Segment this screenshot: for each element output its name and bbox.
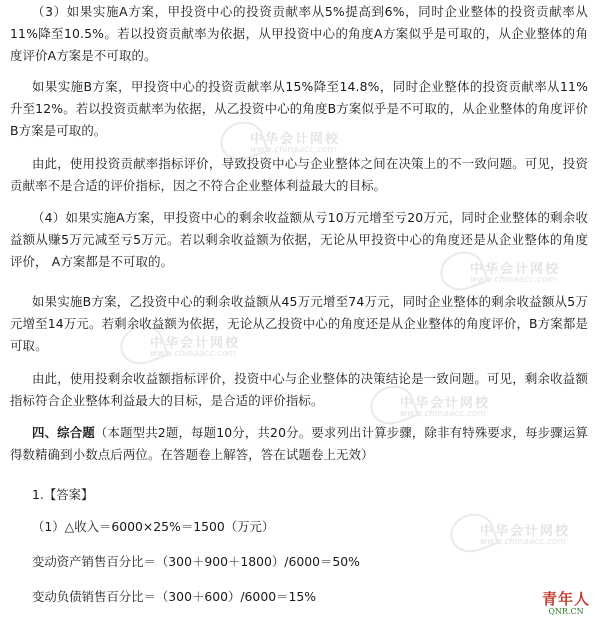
section-comprehensive: [10, 422, 588, 466]
answer-line-3: 变动负债销售百分比＝（300＋600）/6000＝15%: [32, 589, 317, 604]
site-logo: 青年人 QNR.CN: [541, 590, 590, 616]
watermark: 中华会计网校 www.chinaacc.com: [150, 332, 240, 359]
watermark: 中华会计网校 www.chinaacc.com: [400, 392, 490, 419]
answer-heading: 1.【答案】: [32, 487, 94, 502]
section-title: 四、综合题: [32, 425, 95, 440]
answer-line-2: 变动资产销售百分比＝（300＋900＋1800）/6000＝50%: [32, 554, 360, 569]
paragraph-4: （4）如果实施A方案，甲投资中心的剩余收益额从亏10万元增至亏20万元，同时企业整体的剩余收益额从赚5万元减至亏5万元。若以剩余收益额为依据，无论从甲投资中心的角度还是从企业整体的角度评价， A方案都是不可取的。: [10, 210, 588, 269]
paragraph-conclusion-residual: 由此，使用投剩余收益额指标评价，投资中心与企业整体的决策结论是一致问题。可见，剩余收益额指标符合企业整体利益最大的目标，是合适的评价指标。: [10, 371, 588, 408]
section-instructions: （本题型共2题，每题10分，共20分。要求列出计算步骤，除非有特殊要求，每步骤运算得数精确到小数点后两位。在答题卷上解答，答在试题卷上无效）: [10, 425, 588, 462]
watermark: 中华会计网校 www.chinaacc.com: [480, 520, 570, 547]
watermark: 中华会计网校 www.chinaacc.com: [470, 258, 560, 285]
watermark: 中华会计网校 www.chinaacc.com: [250, 128, 340, 155]
paragraph-3: （3）如果实施A方案，甲投资中心的投资贡献率从5%提高到6%，同时企业整体的投资贡献率从11%降至10.5%。若以投资贡献率为依据，从甲投资中心的角度A方案似乎是可取的，从企业整体的角度评价A方案是不可取的。: [10, 4, 588, 63]
paragraph-b-plan-residual: 如果实施B方案，乙投资中心的剩余收益额从45万元增至74万元，同时企业整体的剩余收益额从5万元增至14万元。若剩余收益额为依据，无论从乙投资中心的角度还是从企业整体的角度评价，B方案都是可取。: [10, 294, 588, 353]
paragraph-conclusion-investment: 由此，使用投资贡献率指标评价，导致投资中心与企业整体之间在决策上的不一致问题。可见，投资贡献率不是合适的评价指标，因之不符合企业整体利益最大的目标。: [10, 156, 588, 193]
paragraph-b-plan-investment: 如果实施B方案，甲投资中心的投资贡献率从15%降至14.8%，同时企业整体的投资贡献率从11%升至12%。若以投资贡献率为依据，从乙投资中心的角度B方案似乎是不可取的，从企业整体的角度评价B方案是可取的。: [10, 79, 588, 138]
answer-line-1: （1）△收入＝6000×25%＝1500（万元）: [32, 519, 275, 534]
